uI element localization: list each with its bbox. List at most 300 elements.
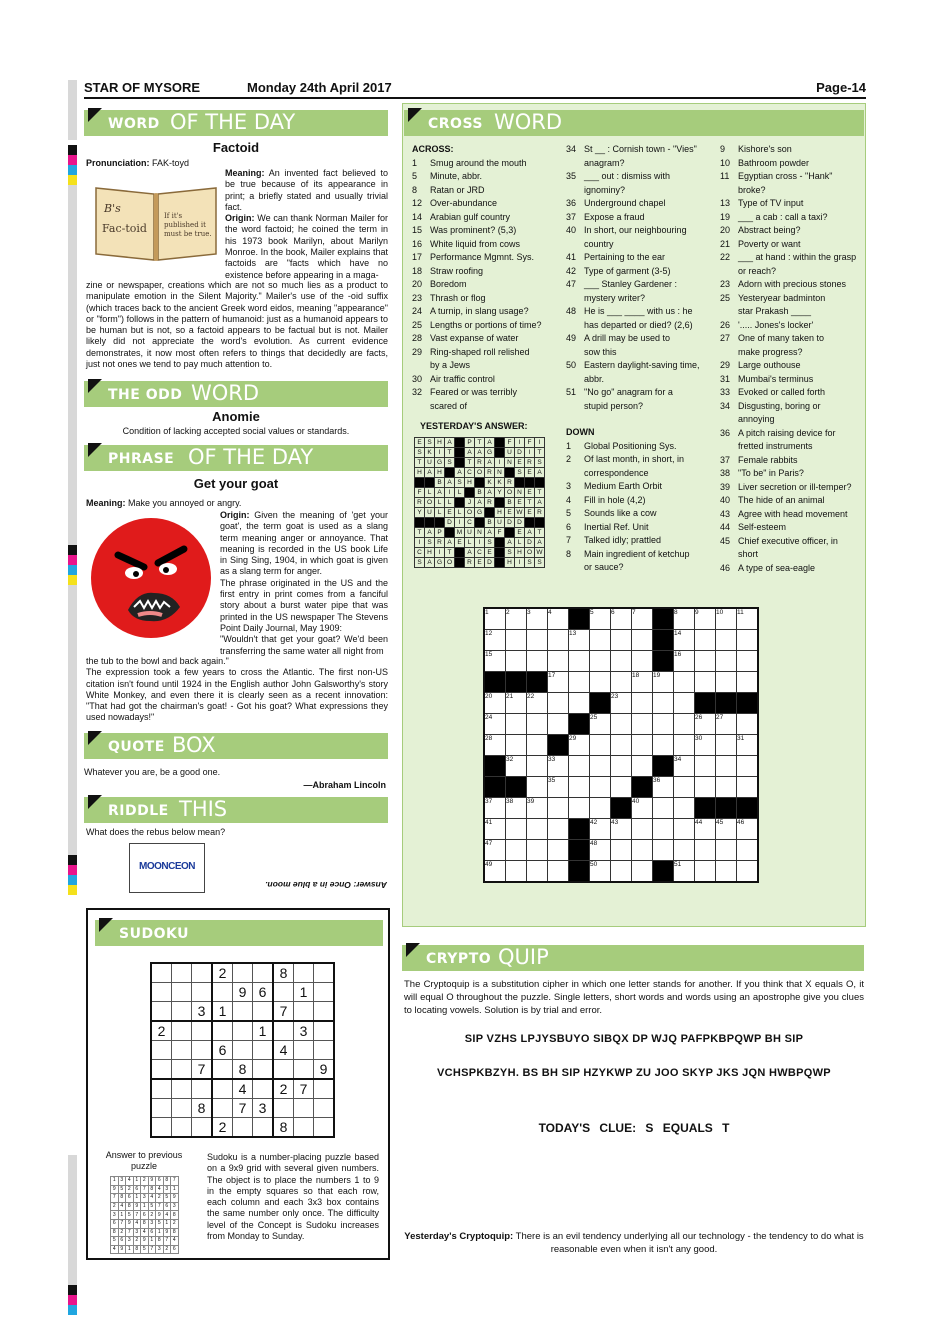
crossword-cell[interactable] [737,756,759,777]
crossword-cell[interactable] [632,714,653,735]
crossword-cell[interactable] [632,630,653,651]
answer-cell: S [485,538,495,548]
crossword-cell[interactable] [548,714,569,735]
answer-cell: N [515,488,525,498]
crossword-cell[interactable]: 42 [590,819,611,840]
sudoku-cell[interactable] [294,1060,314,1080]
sudoku-cell[interactable] [151,963,172,983]
reg-black-3 [68,855,77,865]
clue-item [566,548,716,562]
reg-magenta-4 [68,1295,77,1305]
crossword-cell[interactable] [527,714,548,735]
crossword-cell[interactable]: 22 [527,693,548,714]
crossword-cell[interactable] [506,819,527,840]
sudoku-cell[interactable] [192,1079,213,1099]
prev-sudoku-cell: 3 [133,1228,141,1237]
crossword-cell[interactable]: 32 [506,756,527,777]
crossword-cell[interactable]: 51 [674,861,695,883]
prev-sudoku-row [111,1219,179,1228]
sudoku-cell[interactable] [294,1002,314,1022]
sudoku-cell[interactable] [172,1079,192,1099]
crossword-cell[interactable] [653,735,674,756]
sudoku-cell[interactable] [151,1079,172,1099]
answer-cell: T [415,528,425,538]
clue-number: 1 [412,157,418,168]
crossword-cell[interactable]: 14 [674,630,695,651]
sudoku-cell[interactable] [314,1099,335,1118]
sudoku-cell[interactable] [212,983,233,1002]
reg-yellow-2 [68,575,77,585]
black-square [653,756,674,777]
crossword-cell[interactable] [611,672,632,693]
sudoku-cell[interactable] [233,1021,253,1041]
crossword-cell[interactable] [674,672,695,693]
crossword-cell[interactable]: 7 [632,608,653,630]
crossword-cell[interactable] [737,651,759,672]
crossword-cell[interactable]: 23 [611,693,632,714]
clue-text: star Prakash ____ [738,306,812,316]
sudoku-cell[interactable] [233,963,253,983]
crossword-cell[interactable] [632,693,653,714]
crossword-cell[interactable]: 36 [653,777,674,798]
clue-text: Chief executive officer, in [738,535,838,546]
crossword-cell[interactable] [737,861,759,883]
sudoku-cell[interactable] [192,963,213,983]
cipher-line-2: VCHSPKBZYH. BS BH SIP HZYKWP ZU JOO SKYP JKS JQN HWBPQWP [437,1067,831,1079]
crossword-cell[interactable] [548,819,569,840]
crossword-cell[interactable] [548,840,569,861]
clue-number: 44 [720,522,731,532]
crossword-cell[interactable]: 9 [695,608,716,630]
sudoku-cell[interactable] [212,1021,233,1041]
sudoku-cell[interactable] [172,1041,192,1060]
crossword-cell[interactable] [506,735,527,756]
crossword-cell[interactable] [674,735,695,756]
crossword-cell[interactable]: 15 [484,651,506,672]
crossword-cell[interactable]: 8 [674,608,695,630]
clue-number: 2 [566,454,572,464]
sudoku-cell[interactable] [314,1002,335,1022]
clue-item [720,292,864,306]
crossword-cell[interactable] [716,777,737,798]
crossword-cell[interactable]: 49 [484,861,506,883]
crossword-cell[interactable]: 28 [484,735,506,756]
crossword-cell[interactable]: 5 [590,608,611,630]
crossword-cell[interactable] [548,630,569,651]
crossword-cell[interactable]: 6 [611,608,632,630]
sudoku-cell[interactable] [172,1002,192,1022]
crossword-cell[interactable] [590,777,611,798]
crossword-cell[interactable] [611,756,632,777]
sudoku-cell[interactable] [314,963,335,983]
crossword-cell[interactable] [590,672,611,693]
crossword-cell[interactable] [737,672,759,693]
crossword-cell[interactable] [653,693,674,714]
sudoku-cell[interactable] [253,1060,274,1080]
clue-number: 41 [566,252,577,262]
crossword-cell[interactable]: 38 [506,798,527,819]
sudoku-cell[interactable] [294,963,314,983]
prev-sudoku-cell: 9 [141,1237,149,1246]
crossword-cell[interactable] [548,798,569,819]
sudoku-cell[interactable] [172,1099,192,1118]
answer-cell: U [505,448,515,458]
sudoku-cell[interactable] [273,1021,294,1041]
answer-cell: I [525,448,535,458]
clue-number: 49 [566,333,577,343]
crossword-cell[interactable] [695,840,716,861]
crossword-cell[interactable]: 20 [484,693,506,714]
crossword-cell[interactable] [506,861,527,883]
crossword-cell[interactable] [695,651,716,672]
crossword-header [404,110,864,136]
crossword-cell[interactable] [632,861,653,883]
sudoku-cell[interactable] [212,1079,233,1099]
crossword-cell[interactable] [674,714,695,735]
crossword-cell[interactable] [569,798,590,819]
sudoku-cell[interactable] [151,1060,172,1080]
sudoku-cell[interactable] [233,1002,253,1022]
sudoku-row [151,1060,334,1080]
crossword-cell[interactable] [569,756,590,777]
sudoku-cell[interactable] [294,1118,314,1138]
crossword-cell[interactable] [632,819,653,840]
crossword-cell[interactable]: 13 [569,630,590,651]
sudoku-cell[interactable] [212,1060,233,1080]
crossword-cell[interactable] [548,861,569,883]
crossword-cell[interactable]: 24 [484,714,506,735]
crossword-cell[interactable]: 43 [611,819,632,840]
prev-sudoku-cell: 4 [141,1228,149,1237]
cryptoquip-intro: The Cryptoquip is a substitution cipher in which one letter stands for another. If you think that X equals O, it will equal O throughout the puzzle. Single letters, short words and words using an apostrophe give you clues to locating vowels. Solution is by trial and error. [404,979,864,1016]
crossword-cell[interactable] [527,861,548,883]
clue-number: 39 [720,481,731,492]
sudoku-cell: 7 [233,1099,253,1118]
sudoku-cell[interactable] [273,1099,294,1118]
crossword-cell[interactable] [527,651,548,672]
sudoku-row [151,1079,334,1099]
sudoku-cell[interactable] [172,1060,192,1080]
sudoku-cell[interactable] [192,1041,213,1060]
clue-number: 4 [566,494,572,505]
sudoku-cell[interactable] [233,1041,253,1060]
clue-number: 40 [566,225,577,235]
prev-sudoku-cell: 3 [171,1202,179,1211]
crossword-cell[interactable]: 29 [569,735,590,756]
crossword-cell[interactable]: 37 [484,798,506,819]
clue-item [720,238,864,252]
clue-item [566,170,716,184]
crossword-row [484,651,758,672]
sudoku-cell[interactable] [253,963,274,983]
sudoku-cell[interactable] [192,983,213,1002]
crossword-cell[interactable]: 33 [548,756,569,777]
sudoku-cell: 2 [212,1118,233,1138]
sudoku-cell[interactable] [253,1041,274,1060]
sudoku-cell[interactable] [253,1002,274,1022]
crossword-cell[interactable] [569,777,590,798]
crossword-cell[interactable]: 50 [590,861,611,883]
sudoku-cell[interactable] [314,1041,335,1060]
answer-cell: H [515,548,525,558]
black-square [653,630,674,651]
clue-item [566,305,716,319]
prev-sudoku-cell: 6 [133,1185,141,1194]
crossword-cell[interactable]: 4 [548,608,569,630]
crossword-cell[interactable] [527,630,548,651]
crossword-cell[interactable]: 27 [716,714,737,735]
sudoku-cell[interactable] [172,983,192,1002]
sudoku-cell: 8 [273,1118,294,1138]
crossword-cell[interactable] [569,672,590,693]
crossword-cell[interactable] [695,861,716,883]
crossword-cell[interactable] [611,735,632,756]
crossword-cell[interactable]: 1 [484,608,506,630]
crossword-cell[interactable] [695,777,716,798]
corner-mark [88,731,102,745]
clue-text: or reach? [738,265,777,276]
crossword-cell[interactable]: 30 [695,735,716,756]
answer-cell: K [495,478,505,488]
clue-item [412,292,562,306]
crossword-cell[interactable] [737,777,759,798]
crossword-cell[interactable]: 2 [506,608,527,630]
crossword-cell[interactable] [695,672,716,693]
crossword-cell[interactable]: 46 [737,819,759,840]
crossword-cell[interactable]: 44 [695,819,716,840]
clue-item [412,305,562,319]
crossword-cell[interactable] [611,861,632,883]
crossword-cell[interactable] [506,651,527,672]
answer-cell: T [535,488,545,498]
yesterday-row [415,488,545,498]
sudoku-cell[interactable] [212,1099,233,1118]
sudoku-cell[interactable] [314,983,335,1002]
crossword-cell[interactable] [590,651,611,672]
clue-number: 27 [720,333,731,343]
crossword-cell[interactable] [506,840,527,861]
prev-sudoku-cell: 9 [118,1245,126,1254]
crossword-cell[interactable] [695,756,716,777]
black-square [653,861,674,883]
crossword-cell[interactable] [527,777,548,798]
sudoku-cell[interactable] [294,1041,314,1060]
crossword-cell[interactable] [737,714,759,735]
crossword-cell[interactable] [737,630,759,651]
book-text-1: B's [104,202,121,215]
crossword-cell[interactable] [716,735,737,756]
crossword-cell[interactable] [506,630,527,651]
crossword-cell[interactable]: 31 [737,735,759,756]
crossword-cell[interactable] [716,861,737,883]
answer-cell: B [485,518,495,528]
crossword-cell[interactable]: 45 [716,819,737,840]
crossword-cell[interactable] [716,630,737,651]
crossword-cell[interactable]: 11 [737,608,759,630]
sudoku-cell: 8 [233,1060,253,1080]
clue-number: 31 [720,373,731,384]
crossword-cell[interactable] [674,693,695,714]
sudoku-cell[interactable] [314,1021,335,1041]
crossword-cell[interactable]: 34 [674,756,695,777]
sudoku-cell[interactable] [172,1021,192,1041]
quote-author: —Abraham Lincoln [303,780,386,790]
prev-sudoku-cell: 8 [171,1211,179,1220]
header-label-thin: OF THE DAY [188,445,314,469]
sudoku-description: Sudoku is a number-placing puzzle based on a 9x9 grid with several given numbers. The object is to place the numbers 1 to 9 in the empty squares so that each row, each column and each 3x3 box contains the same number only once. The difficulty level of the Concept is Sudoku increases from Monday to Sunday. [207,1152,379,1242]
crossword-cell[interactable] [548,651,569,672]
sudoku-cell[interactable] [172,1118,192,1138]
crossword-cell[interactable]: 35 [548,777,569,798]
sudoku-cell[interactable] [273,1060,294,1080]
crossword-cell[interactable] [590,735,611,756]
crossword-cell[interactable]: 16 [674,651,695,672]
clue-text: The hide of an animal [738,495,825,505]
down-col-2 [720,143,864,575]
crossword-cell[interactable] [590,756,611,777]
crossword-cell[interactable] [716,651,737,672]
crossword-cell[interactable] [695,630,716,651]
crossword-cell[interactable] [590,630,611,651]
crossword-cell[interactable]: 12 [484,630,506,651]
black-square [632,777,653,798]
clue-item [412,319,562,333]
riddle-answer: Answer: Once in a blue moon. [265,880,387,890]
black-square [569,819,590,840]
sudoku-cell[interactable] [253,1118,274,1138]
crossword-cell[interactable] [653,798,674,819]
crossword-cell[interactable]: 21 [506,693,527,714]
crossword-cell[interactable] [632,651,653,672]
crossword-cell[interactable]: 18 [632,672,653,693]
crossword-cell[interactable] [653,714,674,735]
crossword-cell[interactable] [674,798,695,819]
crossword-cell[interactable]: 10 [716,608,737,630]
crossword-cell[interactable] [527,735,548,756]
clue-item [720,548,864,562]
crossword-cell[interactable] [611,777,632,798]
crossword-cell[interactable] [716,756,737,777]
crossword-cell[interactable] [548,693,569,714]
crossword-cell[interactable]: 41 [484,819,506,840]
answer-cell: Y [415,508,425,518]
crossword-cell[interactable] [590,798,611,819]
crossword-cell[interactable] [632,735,653,756]
crossword-cell[interactable] [569,651,590,672]
crossword-cell[interactable]: 26 [695,714,716,735]
clue-text: Type of garment (3-5) [584,265,671,276]
prev-sudoku-cell: 1 [111,1177,119,1186]
crossword-cell[interactable] [611,714,632,735]
answer-cell: I [495,458,505,468]
angry-face-image [88,515,214,641]
clue-number: 18 [412,265,423,276]
crossword-cell[interactable]: 47 [484,840,506,861]
crossword-cell[interactable]: 3 [527,608,548,630]
answer-cell: U [425,508,435,518]
crossword-cell[interactable]: 39 [527,798,548,819]
crossword-cell[interactable] [653,840,674,861]
riddle-question: What does the rebus below mean? [86,827,226,837]
crossword-cell[interactable] [611,651,632,672]
crossword-cell[interactable] [716,840,737,861]
prev-sudoku-cell: 1 [133,1177,141,1186]
clue-item [566,278,716,292]
sudoku-cell[interactable] [314,1118,335,1138]
header-label: CROSS [428,116,483,132]
clue-text: Expose a fraud [584,211,645,222]
sudoku-cell[interactable] [192,1118,213,1138]
crossword-cell[interactable] [611,840,632,861]
reg-yellow-3 [68,885,77,895]
crossword-cell[interactable] [737,840,759,861]
sudoku-cell[interactable] [151,983,172,1002]
prev-sudoku-cell: 4 [156,1185,164,1194]
crossword-cell[interactable] [632,840,653,861]
sudoku-cell[interactable] [151,1002,172,1022]
crossword-cell[interactable] [611,630,632,651]
clue-text: Thrash or flog [430,292,486,303]
sudoku-cell[interactable] [253,1079,274,1099]
answer-cell: C [465,518,475,528]
clue-item [412,211,562,225]
sudoku-cell[interactable] [233,1118,253,1138]
crossword-cell[interactable] [506,714,527,735]
crossword-cell[interactable]: 17 [548,672,569,693]
sudoku-cell[interactable] [273,983,294,1002]
clue-item [412,265,562,279]
crossword-cell[interactable] [632,756,653,777]
prev-sudoku-row [111,1177,179,1186]
crossword-cell[interactable] [674,777,695,798]
sudoku-cell[interactable] [172,963,192,983]
crossword-cell[interactable] [653,819,674,840]
crossword-cell[interactable]: 19 [653,672,674,693]
crossword-row [484,672,758,693]
black-square [505,468,515,478]
sudoku-cell[interactable] [294,1099,314,1118]
crossword-cell[interactable] [674,840,695,861]
answer-cell: D [505,518,515,528]
clue-number: 35 [566,171,577,181]
sudoku-cell[interactable] [151,1099,172,1118]
header-label-thin: OF THE DAY [170,110,296,134]
prev-sudoku-cell: 6 [156,1177,164,1186]
crossword-cell[interactable] [527,840,548,861]
answer-cell: D [515,518,525,528]
crossword-cell[interactable]: 40 [632,798,653,819]
clue-number: 36 [566,198,577,208]
answer-cell: S [505,548,515,558]
crossword-cell[interactable]: 48 [590,840,611,861]
prev-sudoku-cell: 8 [133,1245,141,1254]
sudoku-cell[interactable] [192,1021,213,1041]
crossword-cell[interactable] [674,819,695,840]
crossword-cell[interactable] [527,756,548,777]
word-title: Factoid [212,140,260,155]
sudoku-cell: 1 [253,1021,274,1041]
sudoku-cell[interactable] [151,1118,172,1138]
crossword-cell[interactable] [569,693,590,714]
crossword-cell[interactable] [527,819,548,840]
sudoku-cell[interactable] [151,1041,172,1060]
crossword-cell[interactable]: 25 [590,714,611,735]
sudoku-row [151,1021,334,1041]
prev-sudoku-cell: 9 [111,1185,119,1194]
clue-text: Self-esteem [738,522,787,532]
sudoku-cell[interactable] [314,1079,335,1099]
crossword-cell[interactable] [716,672,737,693]
